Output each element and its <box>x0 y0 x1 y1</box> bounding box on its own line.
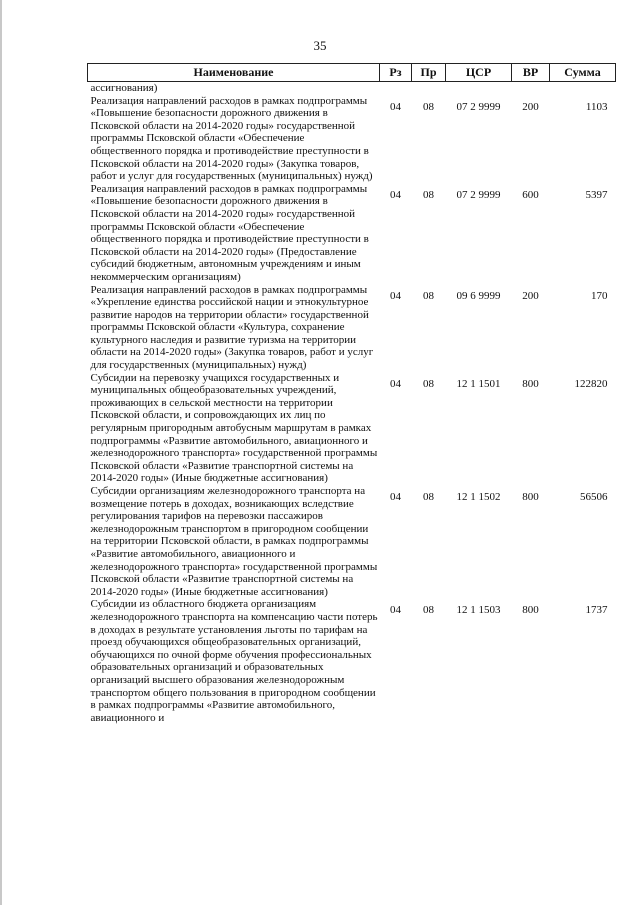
row-sum: 1737 <box>585 604 608 617</box>
row-name: Субсидии организациям железнодорожного транспорта на возмещение потерь в доходах, возникающих вследствие регулирования тарифов на перевозки пассажиров железнодорожным транспортом в пригородном сообщении на территории Псковской области, в рамках подпрограммы «Развитие автомобильного, авиационного и железнодорожного транспорта» государственной программы Псковской области «Развитие транспортной системы на 2014-2020 годы» (Иные бюджетные ассигнования) <box>90 485 378 598</box>
row-csr: 12 1 1503 <box>456 604 501 617</box>
row-pr: 08 <box>423 188 434 201</box>
row-rz: 04 <box>390 289 401 302</box>
table-row-continuation <box>88 82 616 95</box>
row-vr: 800 <box>522 491 539 503</box>
row-sum: 122820 <box>574 377 608 390</box>
header-rz: Рз <box>380 64 412 82</box>
header-csr: ЦСР <box>446 64 512 82</box>
table-row <box>88 372 616 485</box>
row-vr: 200 <box>522 289 539 302</box>
row-pr: 08 <box>423 491 434 503</box>
table-header-row <box>88 64 616 82</box>
row-name: Реализация направлений расходов в рамках подпрограммы «Повышение безопасности дорожного движения в Псковской области на 2014-2020 годы» государственной программы Псковской области «Обеспечение общественного порядка и противодействие преступности в Псковской области на 2014-2020 годы» (Предоставление субсидий бюджетным, автономным учреждениям и иным некоммерческим организациям) <box>90 182 369 283</box>
row-name: Реализация направлений расходов в рамках подпрограммы «Повышение безопасности дорожного движения в Псковской области на 2014-2020 годы» государственной программы Псковской области «Обеспечение общественного порядка и противодействие преступности в Псковской области на 2014-2020 годы» (Закупка товаров, работ и услуг для государственных (муниципальных) нужд) <box>90 94 373 183</box>
row-csr: 12 1 1501 <box>456 377 501 390</box>
header-name: Наименование <box>88 64 380 82</box>
row-sum: 1103 <box>585 100 608 113</box>
scan-edge <box>0 0 2 905</box>
row-sum: 170 <box>591 289 608 302</box>
row-rz: 04 <box>390 604 401 617</box>
row-name: Субсидии из областного бюджета организациям железнодорожного транспорта на компенсацию части потерь в доходах в результате установления льготы по тарифам на проезд обучающихся общеобразовательных организаций, обучающихся по очной форме обучения профессиональных образовательных организаций и образовательных организаций высшего образования железнодорожным транспортом общего пользования в пригородном сообщении в рамках подпрограммы «Развитие автомобильного, авиационного и <box>90 598 378 724</box>
row-rz: 04 <box>390 100 401 113</box>
row-vr: 800 <box>522 377 539 390</box>
row-vr: 600 <box>522 188 539 201</box>
header-vr: ВР <box>512 64 550 82</box>
row-pr: 08 <box>423 604 434 617</box>
table-row <box>88 284 616 372</box>
row-csr: 07 2 9999 <box>456 188 501 201</box>
row-csr: 09 6 9999 <box>456 289 501 302</box>
row-rz: 04 <box>390 188 401 201</box>
row-rz: 04 <box>390 491 401 503</box>
row-name: Реализация направлений расходов в рамках подпрограммы «Укрепление единства российской нации и этнокультурное развитие народов на территории области» государственной программы Псковской области «Культура, сохранение культурного наследия и развитие туризма на территории области на 2014-2020 годы» (Закупка товаров, работ и услуг для государственных (муниципальных) нужд) <box>90 283 374 372</box>
row-pr: 08 <box>423 289 434 302</box>
row-rz: 04 <box>390 377 401 390</box>
page-number: 35 <box>313 38 327 53</box>
row-csr: 12 1 1502 <box>456 491 501 503</box>
table-row <box>88 95 616 183</box>
row-pr: 08 <box>423 100 434 113</box>
row-sum: 56506 <box>580 491 608 503</box>
table-row <box>88 183 616 284</box>
row-sum: 5397 <box>585 188 608 201</box>
row-name: Субсидии на перевозку учащихся государственных и муниципальных общеобразовательных учреждений, проживающих в сельской местности на территории Псковской области, и сопровождающих их лиц по регулярным пригородным автобусным маршрутам в рамках подпрограммы «Развитие автомобильного, авиационного и железнодорожного транспорта» государственной программы Псковской области «Развитие транспортной системы на 2014-2020 годы» (Иные бюджетные ассигнования) <box>90 371 378 485</box>
header-pr: Пр <box>412 64 446 82</box>
table-row <box>88 598 616 724</box>
continuation-text: ассигнования) <box>90 82 158 94</box>
header-sum: Сумма <box>550 64 616 82</box>
row-csr: 07 2 9999 <box>456 100 501 113</box>
row-vr: 200 <box>522 100 539 113</box>
row-vr: 800 <box>522 604 539 617</box>
table-row <box>88 485 616 598</box>
row-pr: 08 <box>423 377 434 390</box>
budget-table <box>87 63 616 724</box>
